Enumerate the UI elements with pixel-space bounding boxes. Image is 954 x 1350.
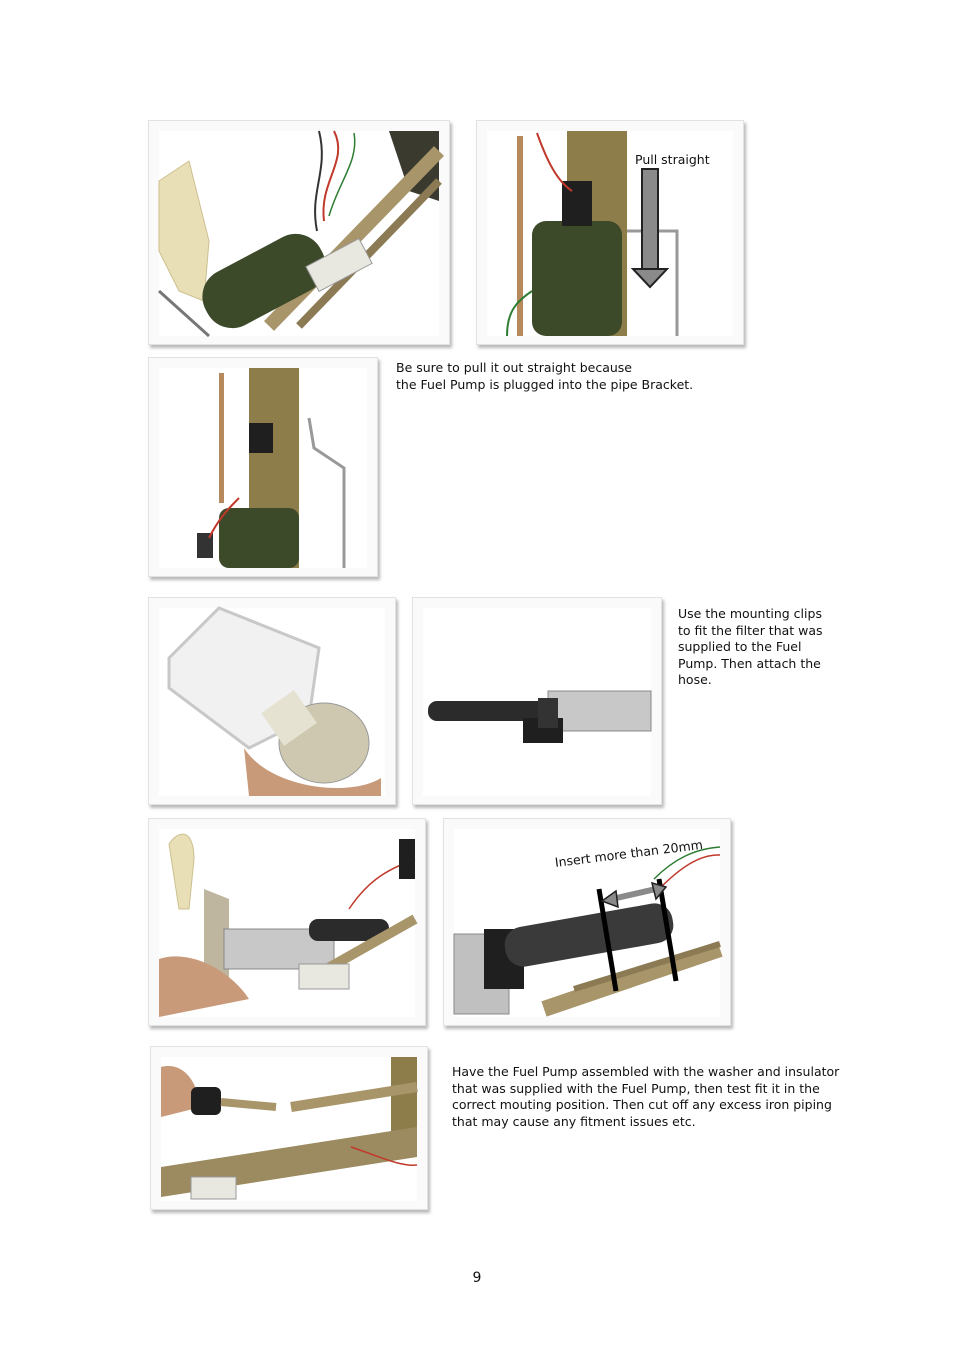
- insert-more-label: Insert more than 20mm: [554, 836, 704, 870]
- photo-hose-insertion: [443, 818, 731, 1026]
- page-number: 9: [472, 1270, 482, 1286]
- caption-assembled: Have the Fuel Pump assembled with the washer and insulator that was supplied with the Fuel Pump, then test fit it in the correct mouting position. Then cut off any excess iron piping that may cause any fitment issues etc.: [452, 1064, 840, 1129]
- photo-pump-on-bracket: [148, 120, 450, 345]
- photo-filter-fitting: [148, 597, 396, 805]
- photo-hose-attached: [412, 597, 662, 805]
- caption-pull-out: Be sure to pull it out straight because the Fuel Pump is plugged into the pipe Bracket.: [396, 360, 694, 392]
- caption-mounting-clips: Use the mounting clips to fit the filter that was supplied to the Fuel Pump. Then attach the hose.: [678, 606, 823, 687]
- photo-final-assembly: [150, 1046, 428, 1210]
- pump-test-fit-image: [149, 819, 425, 1025]
- pull-straight-label: Pull straight: [635, 152, 710, 167]
- photo-pump-removed: [148, 357, 378, 577]
- photo-pump-test-fit: [148, 818, 426, 1026]
- photo-pull-straight: [476, 120, 744, 345]
- filter-fitting-image: [149, 598, 395, 804]
- final-assembly-image: [151, 1047, 427, 1209]
- pump-on-bracket-image: [149, 121, 449, 344]
- pump-removed-image: [149, 358, 377, 576]
- hose-attached-image: [413, 598, 661, 804]
